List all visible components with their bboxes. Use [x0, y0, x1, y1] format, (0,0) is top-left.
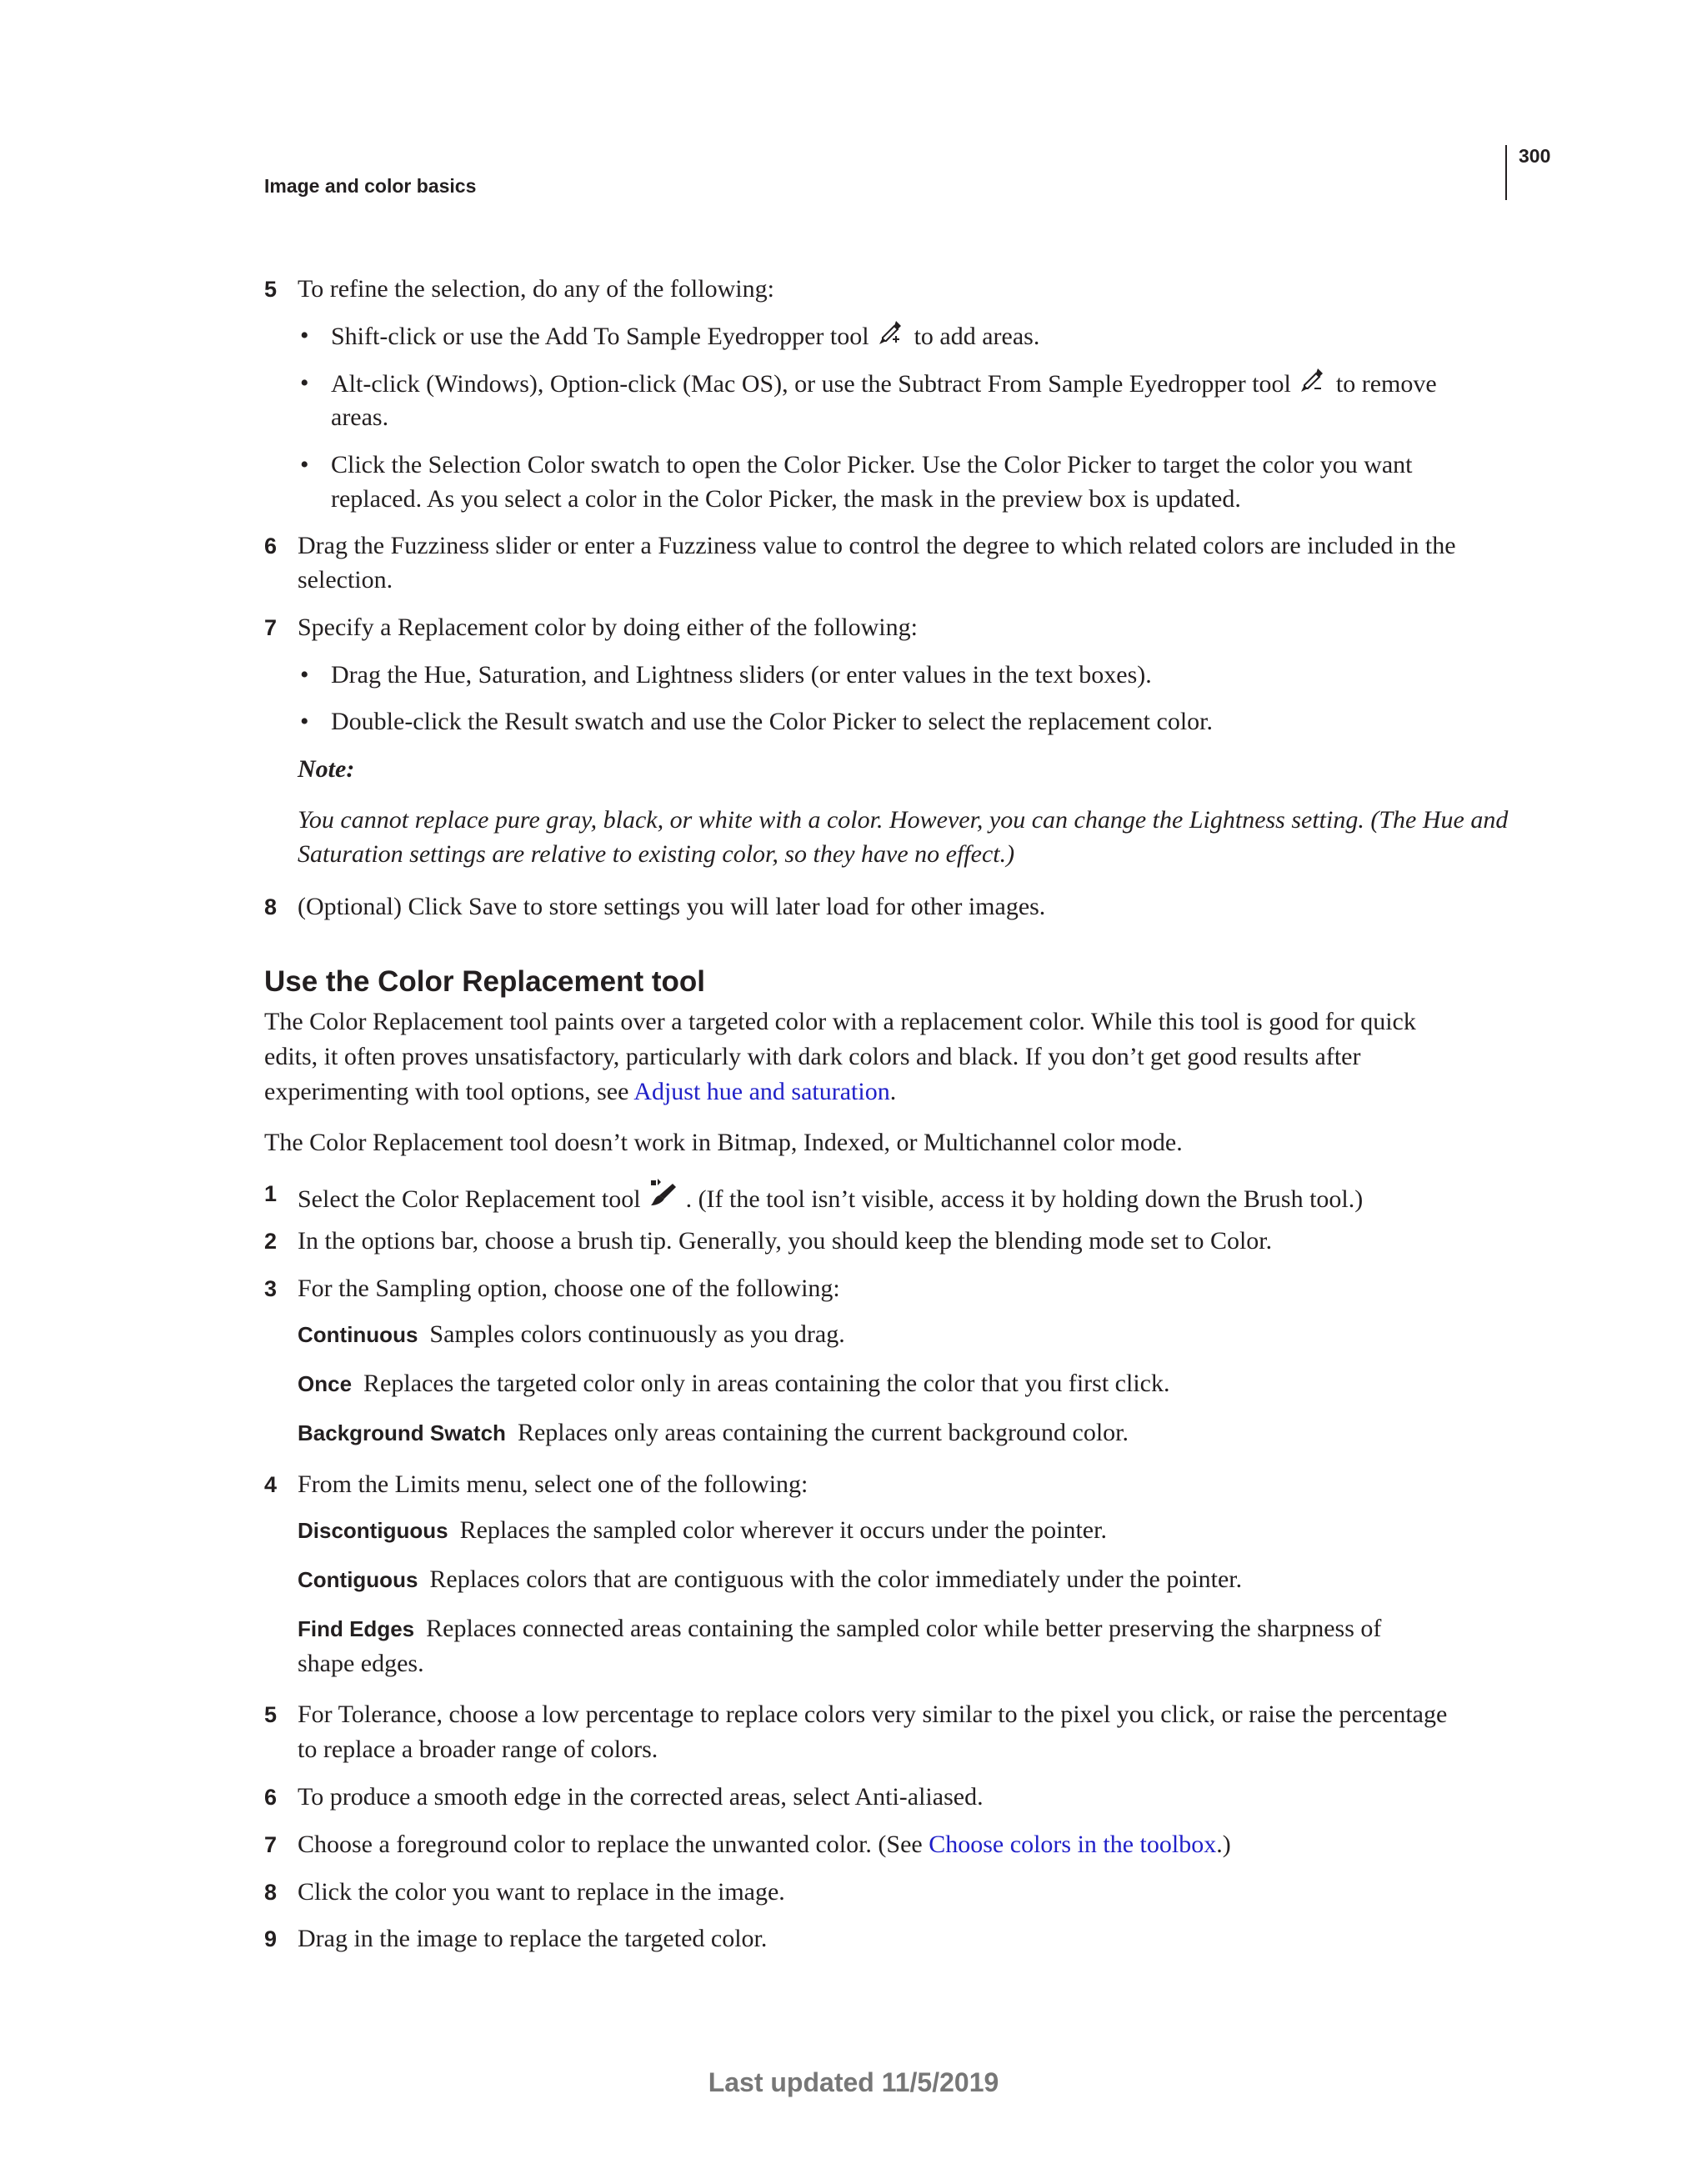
step-number: 8: [264, 894, 278, 919]
intro-paragraph-cont: edits, it often proves unsatisfactory, particularly with dark colors and black. If you don’t get good results after: [264, 1043, 1361, 1070]
note-label: Note:: [298, 755, 355, 783]
step-text: In the options bar, choose a brush tip. Generally, you should keep the blending mode set to Color.: [298, 1227, 1273, 1255]
step-number: 7: [264, 615, 278, 640]
bullet-mark: •: [300, 451, 309, 478]
step-number: 7: [264, 1832, 278, 1857]
step-text: From the Limits menu, select one of the following:: [298, 1470, 808, 1498]
intro-paragraph: The Color Replacement tool paints over a targeted color with a replacement color. While this tool is good for quick: [264, 1008, 1416, 1035]
step-text: For the Sampling option, choose one of the following:: [298, 1275, 840, 1302]
definition-desc: Samples colors continuously as you drag.: [429, 1320, 845, 1348]
bullet-mark: •: [300, 661, 309, 689]
bullet-mark: •: [300, 322, 309, 349]
page-header: [0, 0, 1707, 217]
definition-item: [298, 1318, 845, 1351]
definition-term: Find Edges: [298, 1616, 415, 1641]
step-number: 5: [264, 277, 278, 302]
step-text: Drag the Fuzziness slider or enter a Fuzziness value to control the degree to which related colors are included in the: [298, 532, 1456, 559]
step-number: 6: [264, 1785, 278, 1810]
step-text-cont: to replace a broader range of colors.: [298, 1736, 658, 1763]
definition-item: [298, 1612, 1381, 1646]
definition-desc: Replaces colors that are contiguous with the color immediately under the pointer.: [429, 1565, 1243, 1593]
step-number: 8: [264, 1880, 278, 1905]
page-number: 300: [1519, 145, 1551, 167]
definition-desc-cont: shape edges.: [298, 1650, 424, 1677]
step-number: 5: [264, 1702, 278, 1727]
definition-term: Once: [298, 1371, 353, 1396]
section-heading: Use the Color Replacement tool: [264, 965, 705, 998]
step-text: For Tolerance, choose a low percentage to replace colors very similar to the pixel you click, or raise the percentage: [298, 1701, 1448, 1728]
definition-term: Discontiguous: [298, 1518, 448, 1543]
definition-item: [298, 1416, 1129, 1450]
definition-item: [298, 1514, 1107, 1547]
bullet-text-cont: replaced. As you select a color in the Color Picker, the mask in the preview box is updated.: [331, 485, 1241, 513]
bullet-text: Click the Selection Color swatch to open the Color Picker. Use the Color Picker to target the color you want: [331, 451, 1413, 478]
definition-desc: Replaces the sampled color wherever it occurs under the pointer.: [459, 1516, 1107, 1544]
header-divider: [1505, 145, 1507, 200]
definition-item: [298, 1367, 1170, 1400]
bullet-text: Drag the Hue, Saturation, and Lightness sliders (or enter values in the text boxes).: [331, 661, 1152, 689]
add-to-sample-eyedropper-icon: [878, 319, 904, 358]
note-text: You cannot replace pure gray, black, or white with a color. However, you can change the Lightness setting. (The Hue and: [298, 806, 1509, 834]
section-title: Image and color basics: [264, 175, 477, 197]
adjust-hue-saturation-link[interactable]: Adjust hue and saturation: [633, 1078, 890, 1105]
color-replacement-tool-icon: [648, 1177, 679, 1218]
step-number: 4: [264, 1472, 278, 1497]
mode-paragraph: The Color Replacement tool doesn’t work in Bitmap, Indexed, or Multichannel color mode.: [264, 1129, 1183, 1156]
definition-term: Contiguous: [298, 1567, 418, 1592]
definition-item: [298, 1563, 1242, 1596]
step-number: 3: [264, 1276, 278, 1301]
step-text: (Optional) Click Save to store settings you will later load for other images.: [298, 893, 1046, 920]
step-text: Drag in the image to replace the targeted color.: [298, 1925, 768, 1952]
bullet-mark: •: [300, 369, 309, 397]
step-number: 6: [264, 533, 278, 559]
step-text: To produce a smooth edge in the corrected areas, select Anti-aliased.: [298, 1783, 984, 1811]
definition-term: Continuous: [298, 1322, 418, 1347]
step-text: Click the color you want to replace in the image.: [298, 1878, 785, 1906]
step-number: 2: [264, 1229, 278, 1254]
bullet-mark: •: [300, 708, 309, 735]
definition-desc: Replaces the targeted color only in areas containing the color that you first click.: [363, 1370, 1170, 1397]
definition-term: Background Swatch: [298, 1420, 506, 1445]
subtract-from-sample-eyedropper-icon: [1299, 367, 1326, 406]
definition-desc: Replaces only areas containing the current background color.: [517, 1419, 1129, 1446]
step-text: Select the Color Replacement tool . (If the tool isn’t visible, access it by holding down the Brush tool.): [298, 1177, 1363, 1210]
intro-paragraph-cont: experimenting with tool options, see Adjust hue and saturation.: [264, 1078, 897, 1105]
choose-colors-toolbox-link[interactable]: Choose colors in the toolbox: [929, 1831, 1217, 1858]
definition-desc: Replaces connected areas containing the sampled color while better preserving the sharpness of: [426, 1615, 1382, 1642]
note-text-cont: Saturation settings are relative to existing color, so they have no effect.): [298, 840, 1015, 868]
bullet-text: Double-click the Result swatch and use the Color Picker to select the replacement color.: [331, 708, 1213, 735]
bullet-text: Shift-click or use the Add To Sample Eyedropper tool to add areas.: [331, 319, 1039, 353]
step-text: Specify a Replacement color by doing either of the following:: [298, 614, 918, 641]
step-number: 1: [264, 1181, 278, 1206]
step-text: To refine the selection, do any of the following:: [298, 275, 774, 303]
bullet-text: Alt-click (Windows), Option-click (Mac OS), or use the Subtract From Sample Eyedropper tool to remove: [331, 367, 1437, 400]
step-text-cont: selection.: [298, 566, 393, 594]
step-text: Choose a foreground color to replace the unwanted color. (See Choose colors in the toolbox.): [298, 1831, 1231, 1858]
bullet-text-cont: areas.: [331, 403, 389, 431]
step-number: 9: [264, 1926, 278, 1951]
last-updated-footer: Last updated 11/5/2019: [708, 2067, 999, 2097]
